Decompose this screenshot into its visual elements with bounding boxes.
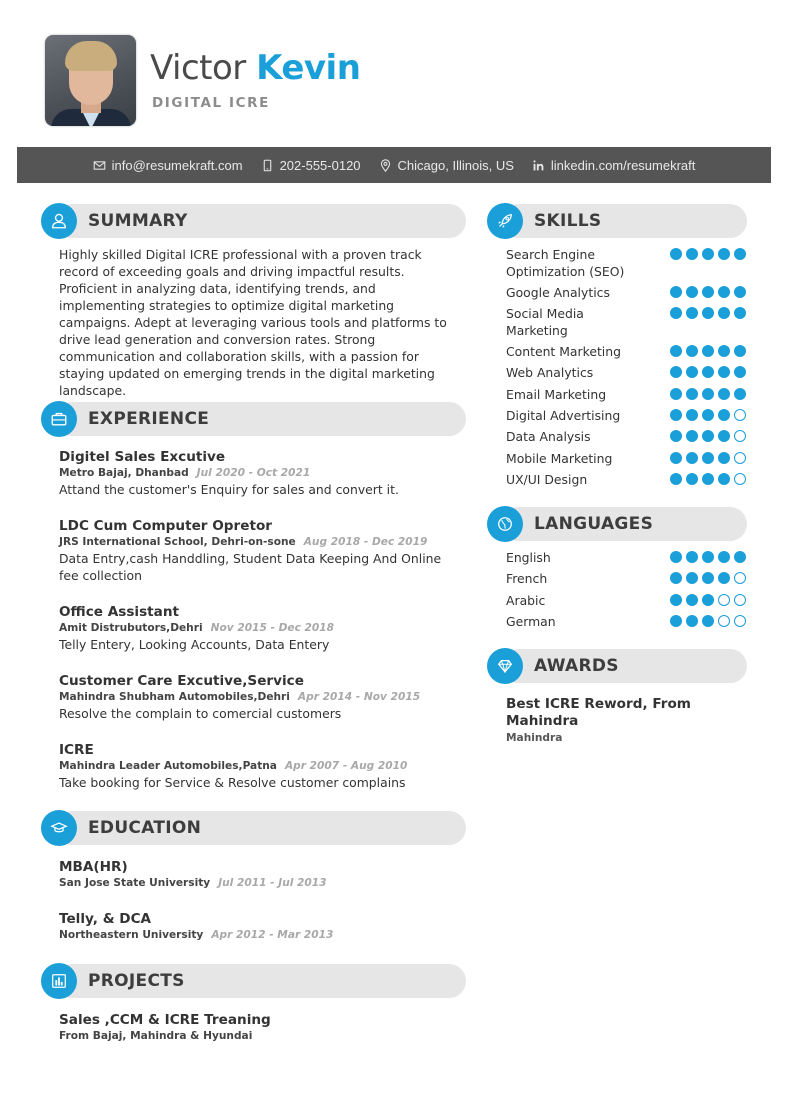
- language-row: [506, 592, 746, 609]
- filled-dot-icon: [670, 452, 682, 464]
- section-header-projects: [41, 964, 466, 998]
- empty-dot-icon: [734, 473, 746, 485]
- date-range: Apr 2012 - Mar 2013: [211, 929, 334, 941]
- user-icon: [41, 203, 77, 239]
- skill-name: Content Marketing: [506, 344, 621, 359]
- filled-dot-icon: [686, 430, 698, 442]
- company: JRS International School, Dehri-on-sone: [59, 536, 296, 548]
- rating-dots: [670, 407, 746, 424]
- section-header-awards: [487, 649, 747, 683]
- skill-name: Google Analytics: [506, 285, 610, 300]
- filled-dot-icon: [686, 409, 698, 421]
- section-title: AWARDS: [534, 656, 619, 676]
- experience-entry: [59, 603, 464, 653]
- company: Amit Distrubutors,Dehri: [59, 622, 203, 634]
- filled-dot-icon: [686, 452, 698, 464]
- linkedin-icon: [532, 159, 545, 172]
- filled-dot-icon: [670, 572, 682, 584]
- date-range: Jul 2020 - Oct 2021: [196, 467, 311, 479]
- filled-dot-icon: [686, 594, 698, 606]
- section-title: SKILLS: [534, 211, 602, 231]
- skill-row: [506, 450, 746, 467]
- filled-dot-icon: [718, 473, 730, 485]
- empty-dot-icon: [734, 615, 746, 627]
- language-row: [506, 549, 746, 566]
- rating-dots: [670, 343, 746, 360]
- skill-name: Mobile Marketing: [506, 451, 613, 466]
- skill-row: [506, 364, 746, 381]
- globe-icon: [487, 506, 523, 542]
- section-header-experience: [41, 402, 466, 436]
- rating-dots: [670, 284, 746, 301]
- filled-dot-icon: [670, 307, 682, 319]
- filled-dot-icon: [686, 286, 698, 298]
- skill-row: [506, 386, 746, 403]
- filled-dot-icon: [702, 366, 714, 378]
- job-role: LDC Cum Computer Opretor: [59, 518, 272, 534]
- rating-dots: [670, 428, 746, 445]
- filled-dot-icon: [734, 366, 746, 378]
- rating-dots: [670, 471, 746, 488]
- filled-dot-icon: [718, 345, 730, 357]
- email-text: info@resumekraft.com: [111, 157, 243, 173]
- degree: Telly, & DCA: [59, 911, 152, 927]
- award-issuer: Mahindra: [506, 732, 563, 744]
- location-pin-icon: [379, 159, 392, 172]
- filled-dot-icon: [734, 286, 746, 298]
- filled-dot-icon: [686, 388, 698, 400]
- phone-text: 202-555-0120: [279, 157, 361, 173]
- language-name: English: [506, 550, 551, 565]
- education-entry: [59, 910, 464, 943]
- date-range: Nov 2015 - Dec 2018: [210, 622, 335, 634]
- section-header-summary: [41, 204, 466, 238]
- filled-dot-icon: [734, 248, 746, 260]
- contact-bar: [17, 147, 771, 183]
- filled-dot-icon: [734, 307, 746, 319]
- location-text: Chicago, Illinois, US: [397, 157, 514, 173]
- skill-name: Web Analytics: [506, 365, 594, 380]
- first-name: Victor: [150, 48, 246, 88]
- filled-dot-icon: [670, 473, 682, 485]
- filled-dot-icon: [686, 551, 698, 563]
- filled-dot-icon: [702, 594, 714, 606]
- skill-name: Data Analysis: [506, 429, 591, 444]
- empty-dot-icon: [734, 572, 746, 584]
- skill-name: Email Marketing: [506, 387, 607, 402]
- job-role: Customer Care Excutive,Service: [59, 673, 304, 689]
- project-subtitle: From Bajaj, Mahindra & Hyundai: [59, 1030, 253, 1042]
- skill-row: [506, 407, 746, 424]
- award-entry: [506, 696, 746, 746]
- filled-dot-icon: [670, 615, 682, 627]
- filled-dot-icon: [670, 345, 682, 357]
- filled-dot-icon: [686, 615, 698, 627]
- filled-dot-icon: [702, 307, 714, 319]
- experience-entry: [59, 517, 464, 584]
- empty-dot-icon: [718, 594, 730, 606]
- filled-dot-icon: [718, 388, 730, 400]
- project-entry: [59, 1011, 464, 1044]
- filled-dot-icon: [702, 388, 714, 400]
- date-range: Apr 2007 - Aug 2010: [284, 760, 408, 772]
- empty-dot-icon: [734, 594, 746, 606]
- skill-row: [506, 246, 746, 280]
- degree: MBA(HR): [59, 859, 128, 875]
- contact-location: [379, 158, 514, 173]
- section-header-skills: [487, 204, 747, 238]
- award-title: Best ICRE Reword, From Mahindra: [506, 696, 691, 729]
- profile-photo: [45, 35, 136, 126]
- filled-dot-icon: [718, 452, 730, 464]
- skill-row: [506, 343, 746, 360]
- graduation-cap-icon: [41, 810, 77, 846]
- date-range: Jul 2011 - Jul 2013: [218, 877, 327, 889]
- filled-dot-icon: [718, 366, 730, 378]
- briefcase-icon: [41, 401, 77, 437]
- date-range: Aug 2018 - Dec 2019: [303, 536, 428, 548]
- language-name: German: [506, 614, 556, 629]
- filled-dot-icon: [734, 551, 746, 563]
- skill-name: UX/UI Design: [506, 472, 588, 487]
- filled-dot-icon: [670, 388, 682, 400]
- section-header-education: [41, 811, 466, 845]
- filled-dot-icon: [702, 615, 714, 627]
- section-title: LANGUAGES: [534, 514, 654, 534]
- experience-entry: [59, 741, 464, 791]
- section-header-languages: [487, 507, 747, 541]
- skill-row: [506, 471, 746, 488]
- filled-dot-icon: [718, 286, 730, 298]
- skill-row: [506, 428, 746, 445]
- skill-row: [506, 305, 746, 339]
- empty-dot-icon: [718, 615, 730, 627]
- filled-dot-icon: [702, 551, 714, 563]
- section-title: EDUCATION: [88, 818, 202, 838]
- filled-dot-icon: [718, 572, 730, 584]
- rating-dots: [670, 364, 746, 381]
- skill-row: [506, 284, 746, 301]
- filled-dot-icon: [686, 345, 698, 357]
- phone-icon: [261, 159, 274, 172]
- filled-dot-icon: [686, 366, 698, 378]
- filled-dot-icon: [718, 551, 730, 563]
- rating-dots: [670, 613, 746, 630]
- company: Mahindra Shubham Automobiles,Dehri: [59, 691, 290, 703]
- section-title: EXPERIENCE: [88, 409, 210, 429]
- filled-dot-icon: [670, 248, 682, 260]
- last-name: Kevin: [256, 48, 361, 88]
- rating-dots: [670, 450, 746, 467]
- job-description: Data Entry,cash Handdling, Student Data Keeping And Online fee collection: [59, 551, 442, 583]
- job-description: Telly Entery, Looking Accounts, Data Entery: [59, 637, 330, 652]
- job-role: ICRE: [59, 742, 94, 758]
- experience-entry: [59, 672, 464, 722]
- filled-dot-icon: [702, 409, 714, 421]
- filled-dot-icon: [718, 409, 730, 421]
- language-row: [506, 613, 746, 630]
- rating-dots: [670, 246, 746, 280]
- empty-dot-icon: [734, 452, 746, 464]
- filled-dot-icon: [686, 248, 698, 260]
- linkedin-text: linkedin.com/resumekraft: [550, 157, 696, 173]
- language-name: French: [506, 571, 548, 586]
- filled-dot-icon: [702, 248, 714, 260]
- full-name: [150, 48, 360, 88]
- filled-dot-icon: [670, 286, 682, 298]
- school: San Jose State University: [59, 877, 211, 889]
- filled-dot-icon: [718, 248, 730, 260]
- skill-name: Social Media Marketing: [506, 306, 584, 338]
- filled-dot-icon: [670, 594, 682, 606]
- filled-dot-icon: [670, 551, 682, 563]
- contact-phone[interactable]: [261, 158, 361, 173]
- contact-linkedin[interactable]: [532, 158, 696, 173]
- section-title: PROJECTS: [88, 971, 185, 991]
- rating-dots: [670, 386, 746, 403]
- filled-dot-icon: [702, 430, 714, 442]
- filled-dot-icon: [702, 473, 714, 485]
- bar-chart-icon: [41, 963, 77, 999]
- filled-dot-icon: [702, 452, 714, 464]
- filled-dot-icon: [718, 307, 730, 319]
- language-name: Arabic: [506, 593, 546, 608]
- diamond-icon: [487, 648, 523, 684]
- job-description: Attand the customer's Enquiry for sales and convert it.: [59, 482, 399, 497]
- rocket-icon: [487, 203, 523, 239]
- envelope-icon: [93, 159, 106, 172]
- education-entry: [59, 858, 464, 891]
- filled-dot-icon: [670, 409, 682, 421]
- filled-dot-icon: [702, 286, 714, 298]
- language-row: [506, 570, 746, 587]
- rating-dots: [670, 570, 746, 587]
- school: Northeastern University: [59, 929, 204, 941]
- empty-dot-icon: [734, 430, 746, 442]
- skill-name: Digital Advertising: [506, 408, 621, 423]
- rating-dots: [670, 305, 746, 339]
- filled-dot-icon: [686, 307, 698, 319]
- experience-entry: [59, 448, 464, 498]
- job-description: Resolve the complain to comercial customers: [59, 706, 342, 721]
- job-role: Digitel Sales Excutive: [59, 449, 226, 465]
- company: Mahindra Leader Automobiles,Patna: [59, 760, 277, 772]
- empty-dot-icon: [734, 409, 746, 421]
- rating-dots: [670, 549, 746, 566]
- rating-dots: [670, 592, 746, 609]
- job-role: Office Assistant: [59, 604, 180, 620]
- section-title: SUMMARY: [88, 211, 188, 231]
- project-title: Sales ,CCM & ICRE Treaning: [59, 1012, 271, 1028]
- job-title: DIGITAL ICRE: [152, 95, 270, 111]
- summary-text: Highly skilled Digital ICRE professional with a proven track record of exceeding goals and driving impactful results. Proficient in analyzing data, identifying trends, and implementing strategies to optimize digital marketing campaigns. Adept at leveraging various tools and platforms to drive lead generation and conversion rates. Strong communication and collaboration skills, with a passion for staying updated on emerging trends in the digital marketing landscape.: [59, 247, 447, 398]
- filled-dot-icon: [734, 388, 746, 400]
- filled-dot-icon: [686, 473, 698, 485]
- filled-dot-icon: [702, 572, 714, 584]
- company: Metro Bajaj, Dhanbad: [59, 467, 189, 479]
- date-range: Apr 2014 - Nov 2015: [297, 691, 421, 703]
- filled-dot-icon: [670, 366, 682, 378]
- filled-dot-icon: [734, 345, 746, 357]
- contact-email[interactable]: [93, 158, 243, 173]
- skill-name: Search Engine Optimization (SEO): [506, 247, 625, 279]
- filled-dot-icon: [718, 430, 730, 442]
- filled-dot-icon: [670, 430, 682, 442]
- filled-dot-icon: [686, 572, 698, 584]
- filled-dot-icon: [702, 345, 714, 357]
- job-description: Take booking for Service & Resolve customer complains: [59, 775, 406, 790]
